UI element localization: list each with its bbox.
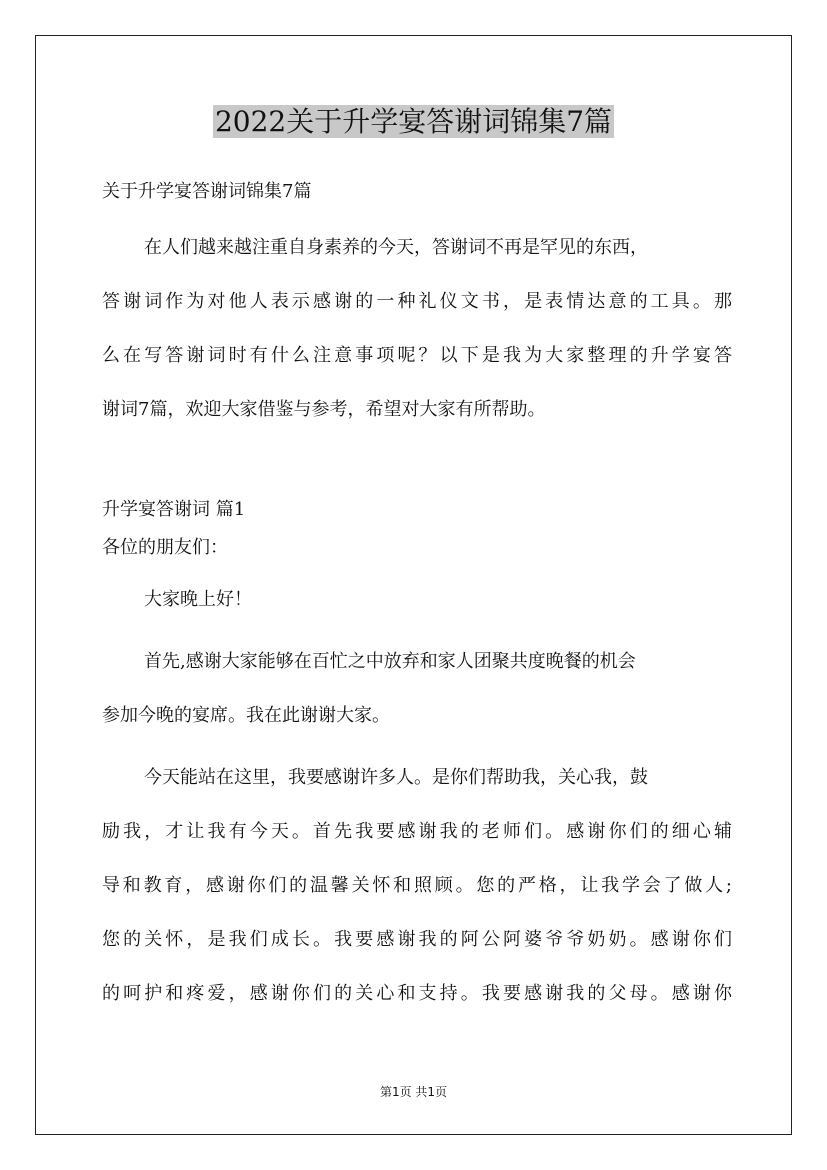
document-body xyxy=(102,172,732,1021)
section-heading: 升学宴答谢词 篇1 xyxy=(102,499,246,520)
paragraph-line: 的呵护和疼爱，感谢你们的关心和支持。我要感谢我的父母。感谢你 xyxy=(102,983,732,1004)
paragraph-2 xyxy=(102,751,732,1021)
paragraph-line: 参加今晚的宴席。我在此谢谢大家。 xyxy=(102,705,390,726)
document-subtitle: 关于升学宴答谢词锦集7篇 xyxy=(102,181,312,202)
intro-paragraph xyxy=(102,221,732,437)
paragraph-1 xyxy=(102,635,732,743)
paragraph-line: 您的关怀，是我们成长。我要感谢我的阿公阿婆爷爷奶奶。感谢你们 xyxy=(102,929,732,950)
intro-line: 在人们越来越注重自身素养的今天，答谢词不再是罕见的东西， xyxy=(144,237,648,258)
document-title: 2022关于升学宴答谢词锦集7篇 xyxy=(214,105,613,138)
page-number: 第1页 共1页 xyxy=(379,1085,448,1099)
intro-line: 么在写答谢词时有什么注意事项呢？以下是我为大家整理的升学宴答 xyxy=(102,345,732,366)
paragraph-line: 首先,感谢大家能够在百忙之中放弃和家人团聚共度晚餐的机会 xyxy=(144,651,636,672)
intro-line: 答谢词作为对他人表示感谢的一种礼仪文书，是表情达意的工具。那 xyxy=(102,291,732,312)
paragraph-line: 今天能站在这里，我要感谢许多人。是你们帮助我，关心我，鼓 xyxy=(144,767,648,788)
paragraph-line: 导和教育，感谢你们的温馨关怀和照顾。您的严格，让我学会了做人; xyxy=(102,875,732,896)
blank-line xyxy=(102,437,732,491)
intro-line: 谢词7篇，欢迎大家借鉴与参考，希望对大家有所帮助。 xyxy=(102,399,546,420)
paragraph-line: 励我，才让我有今天。首先我要感谢我的老师们。感谢你们的细心辅 xyxy=(102,821,732,842)
salutation: 各位的朋友们： xyxy=(102,537,228,558)
greeting: 大家晚上好！ xyxy=(144,589,252,610)
